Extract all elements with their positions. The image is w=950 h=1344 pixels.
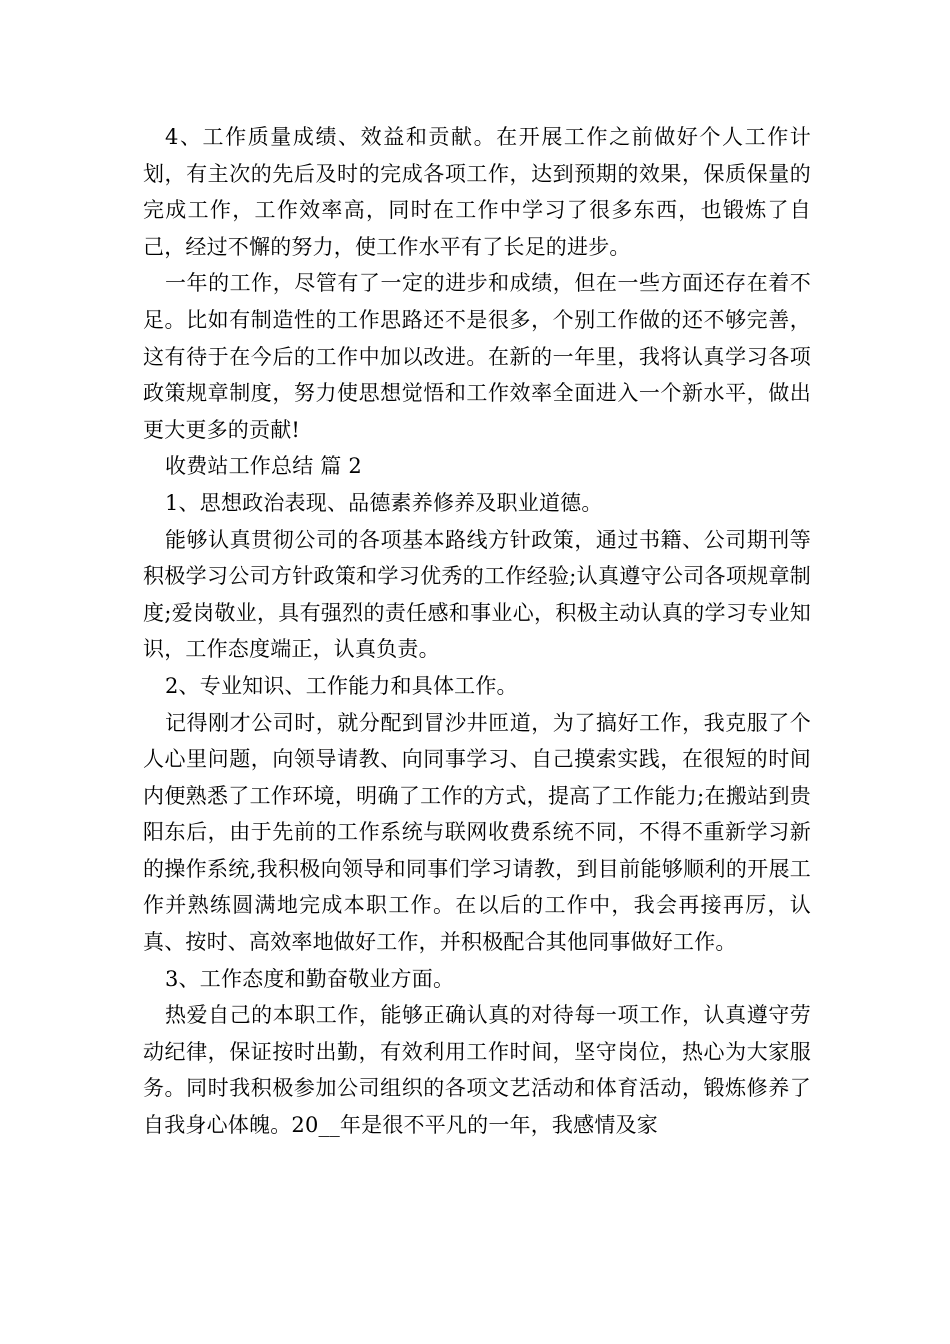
document-page — [143, 119, 811, 1144]
subheading-attitude: 3、工作态度和勤奋敬业方面。 — [165, 966, 455, 991]
paragraph-attitude: 热爱自己的本职工作，能够正确认真的对待每一项工作，认真遵守劳动纪律，保证按时出勤，有效利用工作时间，坚守岗位，热心为大家服务。同时我积极参加公司组织的各项文艺活动和体育活动，锻炼修养了自我身心体魄。20__年是很不平凡的一年，我感情及家 — [143, 1003, 811, 1138]
paragraph-year-summary: 一年的工作，尽管有了一定的进步和成绩，但在一些方面还存在着不足。比如有制造性的工作思路还不是很多，个别工作做的还不够完善，这有待于在今后的工作中加以改进。在新的一年里，我将认真学习各项政策规章制度，努力使思想觉悟和工作效率全面进入一个新水平，做出更大更多的贡献! — [143, 271, 811, 442]
paragraph-work-quality: 4、工作质量成绩、效益和贡献。在开展工作之前做好个人工作计划，有主次的先后及时的完成各项工作，达到预期的效果，保质保量的完成工作，工作效率高，同时在工作中学习了很多东西，也锻炼了自己，经过不懈的努力，使工作水平有了长足的进步。 — [143, 125, 811, 259]
paragraph-ideology: 能够认真贯彻公司的各项基本路线方针政策，通过书籍、公司期刊等积极学习公司方针政策和学习优秀的工作经验;认真遵守公司各项规章制度;爱岗敬业，具有强烈的责任感和事业心，积极主动认真的学习专业知识，工作态度端正，认真负责。 — [143, 527, 811, 662]
subheading-ideology: 1、思想政治表现、品德素养修养及职业道德。 — [165, 490, 603, 515]
paragraph-professional: 记得刚才公司时，就分配到冒沙井匝道，为了搞好工作，我克服了个人心里问题，向领导请教、向同事学习、自己摸索实践，在很短的时间内便熟悉了工作环境，明确了工作的方式，提高了工作能力;在搬站到贵阳东后，由于先前的工作系统与联网收费系统不同，不得不重新学习新的操作系统,我积极向领导和同事们学习请教，到目前能够顺利的开展工作并熟练圆满地完成本职工作。在以后的工作中，我会再接再厉，认真、按时、高效率地做好工作，并积极配合其他同事做好工作。 — [143, 710, 811, 955]
subheading-professional: 2、专业知识、工作能力和具体工作。 — [165, 673, 518, 698]
section-title-2: 收费站工作总结 篇 2 — [165, 454, 362, 479]
